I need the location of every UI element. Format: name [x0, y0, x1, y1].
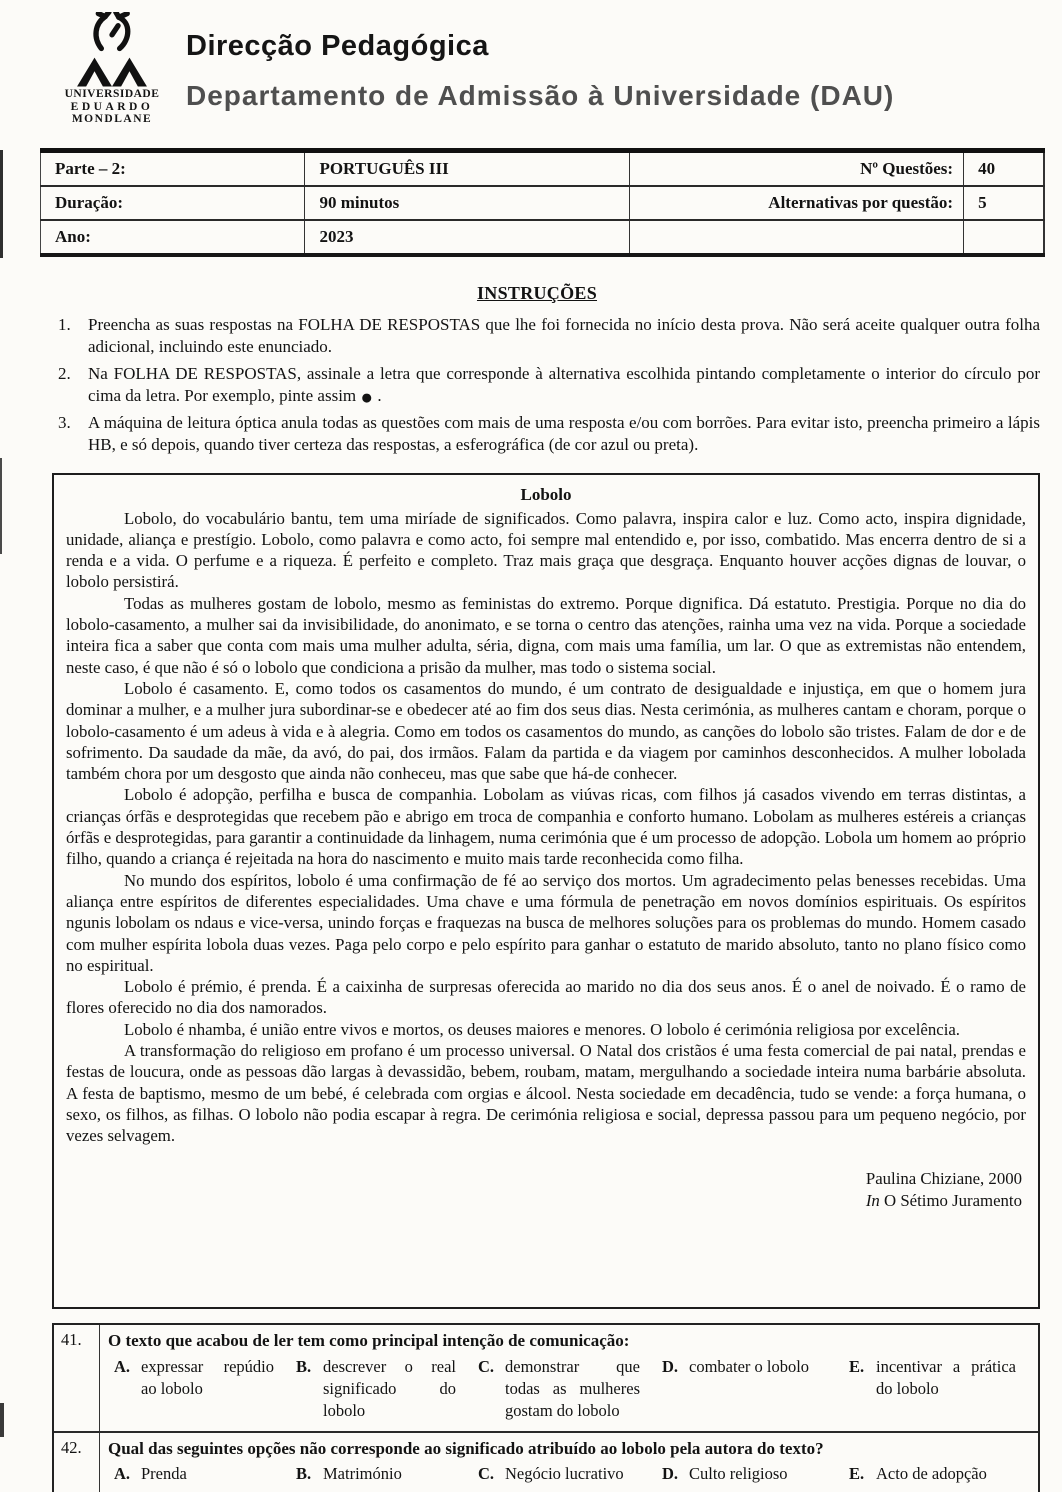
instruction-text-suffix: .	[373, 386, 382, 406]
question-body	[100, 1433, 1038, 1492]
option-text: Culto religioso	[689, 1463, 788, 1483]
option-d	[656, 1463, 841, 1485]
option-d	[656, 1356, 841, 1423]
instruction-text	[88, 363, 1042, 410]
info-row	[41, 151, 1045, 187]
instruction-item	[52, 363, 1042, 410]
work-title: O Sétimo Juramento	[879, 1190, 1022, 1210]
option-letter: C.	[478, 1463, 495, 1483]
empty-cell	[629, 220, 963, 255]
option-c	[472, 1463, 654, 1485]
option-a	[108, 1356, 288, 1423]
option-text: expressar repúdio ao lobolo	[141, 1356, 274, 1398]
scan-artifact	[0, 458, 2, 554]
question-stem: O texto que acabou de ler tem como principal intenção de comunicação:	[108, 1331, 630, 1351]
info-row	[41, 220, 1045, 255]
author-line: Paulina Chiziane, 2000	[865, 1169, 1022, 1189]
option-e	[843, 1463, 1030, 1485]
header-titles	[186, 12, 1042, 112]
passage-paragraph: Lobolo é adopção, perfilha e busca de companhia. Lobolam as viúvas ricas, com filhos já casados vivendo em terras distintas, a crianças órfãs e desprotegidas que recebem pão e abrigo em troca de companhia e conforto humano. Lobolam as mulheres estéreis a crianças órfãs e desprotegidas, para garantir a continuidade da linhagem, numa cerimónia que é um processo de adopção. Lobola um homem ao próprio filho, quando a criança é rejeitada na hora do nascimento e muito mais tarde reconhecida como filha.	[66, 785, 1026, 869]
option-c	[472, 1356, 654, 1423]
option-text: Acto de adopção	[876, 1463, 987, 1483]
instruction-item	[52, 412, 1042, 456]
option-letter: D.	[662, 1463, 679, 1483]
question-number: 42.	[54, 1433, 100, 1492]
alternativas-value: 5	[964, 186, 1044, 220]
in-word: In	[865, 1190, 880, 1210]
question-row-41	[54, 1325, 1038, 1430]
logo-text-line: EDUARDO	[70, 100, 154, 113]
instruction-number: 1.	[58, 315, 71, 334]
option-text: descrever o real significado do lobolo	[323, 1356, 456, 1421]
passage-attribution	[66, 1168, 1026, 1211]
option-text: Matrimónio	[323, 1463, 402, 1483]
option-text: combater o lobolo	[689, 1356, 810, 1376]
exam-info-table	[40, 148, 1045, 257]
instruction-text: A máquina de leitura óptica anula todas as questões com mais de uma resposta e/ou com borrões. Para evitar isto, preencha primeiro a lápis HB, e só depois, quando tiver certeza das respostas, a esferográfica (de cor azul ou preta).	[88, 413, 1040, 455]
passage-paragraph: A transformação do religioso em profano é um processo universal. O Natal dos cristãos é uma festa comercial de pai natal, prendas e festas de loucura, onde as pessoas dão largas à devassidão, bebem, roubam, matam, mergulhando a sociedade inteira numa barbárie absoluta. A festa de baptismo, mesmo de um bebé, é celebrada com orgias e álcool. Nesta sociedade em decadência, tudo se vende: a força humana, o sexo, os filhos, as filhas. O lobolo não podia escapar à regra. De cerimónia religiosa e social, depressa passou para um pequeno negócio, por vezes selvagem.	[66, 1040, 1026, 1146]
option-letter: A.	[114, 1463, 131, 1483]
scan-artifact	[0, 150, 3, 258]
empty-cell	[964, 220, 1044, 255]
scan-artifact	[0, 1403, 4, 1437]
passage-paragraph: Lobolo, do vocabulário bantu, tem uma miríade de significados. Como palavra, inspira calor e luz. Como acto, inspira dignidade, unidade, aliança e prestígio. Lobolo, como palavra e como acto, foi sempre mal entendido e, por isso, combatido. Mas encerra dentro de si a renda e a vida. O perfume e a riqueza. É perfeito e completo. Traz mais graça que desgraça. Enquanto houver acções dignas de louvar, o lobolo persistirá.	[66, 508, 1026, 592]
passage-paragraph: Lobolo é casamento. E, como todos os casamentos do mundo, é um contrato de desigualdade e injustiça, em que o homem jura dominar a mulher, e a mulher jura subordinar-se e obedecer até ao fim dos seus dias. Nesta cerimónia, as mulheres cantam e choram, porque o lobolo-casamento é um adeus à vida e à alegria. Como em todos os casamentos do mundo, as canções do lobolo são tristes. Falam de dor e de sofrimento. Da saudade da mãe, da avó, do pai, dos irmãos. Falam da partida e da viagem por caminhos desconhecidos. A mulher lobolada também chora por um desgosto que ainda não conheceu, mas que sabe que há-de conhecer.	[66, 678, 1026, 784]
instruction-number: 3.	[58, 413, 71, 433]
option-letter: C.	[478, 1356, 495, 1376]
option-letter: B.	[296, 1463, 312, 1483]
parte-label: Parte – 2:	[55, 158, 126, 178]
option-text: Prenda	[141, 1463, 187, 1483]
duracao-value: 90 minutos	[305, 186, 629, 220]
passage-paragraph: Lobolo é nhamba, é união entre vivos e mortos, os deuses maiores e menores. O lobolo é cerimónia religiosa por excelência.	[124, 1019, 961, 1039]
question-stem: Qual das seguintes opções não corresponde ao significado atribuído ao lobolo pela autora do texto?	[108, 1438, 824, 1458]
option-letter: E.	[849, 1356, 865, 1376]
option-text: demonstrar que todas as mulheres gostam do lobolo	[505, 1356, 640, 1421]
instruction-number: 2.	[58, 364, 71, 384]
reading-passage-box	[52, 473, 1040, 1310]
duracao-label: Duração:	[41, 186, 305, 220]
option-text: incentivar a prática do lobolo	[876, 1356, 1016, 1398]
instructions-heading: INSTRUÇÕES	[476, 283, 598, 303]
option-b	[290, 1463, 470, 1485]
questions-table	[52, 1323, 1040, 1492]
instruction-item	[52, 314, 1042, 358]
option-b	[290, 1356, 470, 1423]
option-letter: B.	[296, 1356, 312, 1376]
ano-label: Ano:	[41, 220, 305, 255]
passage-paragraph: Todas as mulheres gostam de lobolo, mesmo as feministas do extremo. Porque dignifica. Dá estatuto. Prestigia. Porque no dia do lobolo-casamento, a mulher sai da invisibilidade, do anonimato, e se torna o centro das atenções, rainha uma vez na vida. Porque a sociedade inteira fica a saber que conta com mais uma mulher adulta, séria, digna, com mais uma família, um lar. O que as extremistas não entendem, neste caso, é que não é só o lobolo que condiciona a prisão da mulher, mas todo o sistema social.	[66, 593, 1026, 677]
option-a	[108, 1463, 288, 1485]
instruction-text-body: Na FOLHA DE RESPOSTAS, assinale a letra que corresponde à alternativa escolhida pintando completamente o interior do círculo por cima da letra. Por exemplo, pinte assim	[88, 364, 1040, 406]
num-questoes-value: 40	[964, 151, 1044, 187]
options-row	[108, 1356, 1030, 1423]
option-letter: E.	[849, 1463, 865, 1483]
num-questoes-label: Nº Questões:	[629, 151, 963, 187]
option-letter: D.	[662, 1356, 679, 1376]
direccao-pedagogica-title: Direcção Pedagógica	[186, 30, 489, 62]
ano-value: 2023	[305, 220, 629, 255]
logo-text-line: UNIVERSIDADE	[64, 88, 160, 100]
option-e	[843, 1356, 1030, 1423]
instruction-text: Preencha as suas respostas na FOLHA DE RESPOSTAS que lhe foi fornecida no início desta prova. Não será aceite qualquer outra folha adicional, incluindo este enunciado.	[88, 315, 1040, 357]
options-row	[108, 1463, 1030, 1485]
option-text: Negócio lucrativo	[505, 1463, 624, 1483]
filled-circle-example-icon: ●	[360, 385, 374, 410]
source-line	[66, 1190, 1022, 1212]
question-row-42	[54, 1431, 1038, 1492]
question-body	[100, 1325, 1038, 1430]
instructions-section	[52, 283, 1042, 457]
subject-value: PORTUGUÊS III	[305, 151, 629, 187]
question-number: 41.	[54, 1325, 100, 1430]
info-row	[41, 186, 1045, 220]
logo-text-line: MONDLANE	[71, 113, 153, 125]
passage-paragraph: No mundo dos espíritos, lobolo é uma confirmação de fé ao serviço dos mortos. Um agradecimento pelas benesses recebidas. Uma aliança entre espíritos de diferentes especialidades. Uma chave e uma fórmula de penetração em novos domínios espirituais. Os espíritos ngunis lobolam os ndaus e vice-versa, unindo forças e fraquezas na busca de melhores soluções para os problemas do mundo. Homem casado com mulher espírita lobola duas vezes. Paga pelo corpo e pelo espírito para ganhar o estatuto de marido absoluto, tanto no plano físico como no espiritual.	[66, 870, 1026, 975]
header	[0, 0, 1062, 142]
departamento-title: Departamento de Admissão à Universidade (DAU)	[186, 80, 895, 111]
university-logo	[52, 12, 172, 126]
uem-crest-icon	[64, 12, 160, 88]
alternativas-label: Alternativas por questão:	[629, 186, 963, 220]
option-letter: A.	[114, 1356, 131, 1376]
passage-title: Lobolo	[520, 484, 572, 504]
passage-paragraph: Lobolo é prémio, é prenda. É a caixinha de surpresas oferecida ao marido no dia dos seus anos. É o anel de noivado. É o ramo de flores oferecido no dia dos namorados.	[66, 977, 1026, 1018]
instructions-list	[52, 314, 1042, 457]
